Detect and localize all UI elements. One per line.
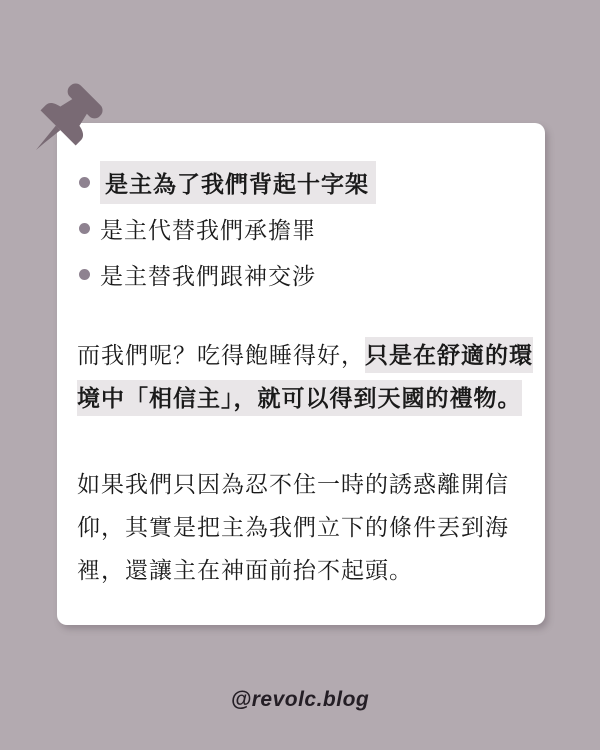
quote-card xyxy=(57,123,545,625)
paragraph-comfort xyxy=(77,334,539,420)
paragraph-highlight-run: 只是在舒適的環境中「相信主」，就可以得到天國的禮物。 xyxy=(77,337,533,416)
bullet-dot-icon xyxy=(79,177,90,188)
bullet-text: 是主替我們跟神交涉 xyxy=(100,262,316,289)
paragraph-temptation: 如果我們只因為忍不住一時的誘惑離開信仰，其實是把主為我們立下的條件丟到海裡，還讓主在神面前抬不起頭。 xyxy=(77,471,509,583)
bullet-text-emphasized: 是主為了我們背起十字架 xyxy=(100,161,376,204)
list-item xyxy=(79,159,539,205)
list-item xyxy=(79,205,539,251)
pushpin-icon xyxy=(16,78,108,170)
footer-handle: @revolc.blog xyxy=(230,688,370,711)
bullet-text: 是主代替我們承擔罪 xyxy=(100,216,316,243)
bullet-dot-icon xyxy=(79,269,90,280)
paragraph-normal-run: 而我們呢？吃得飽睡得好， xyxy=(77,342,365,368)
bullet-dot-icon xyxy=(79,223,90,234)
list-item xyxy=(79,251,539,297)
bullet-list xyxy=(77,159,539,297)
